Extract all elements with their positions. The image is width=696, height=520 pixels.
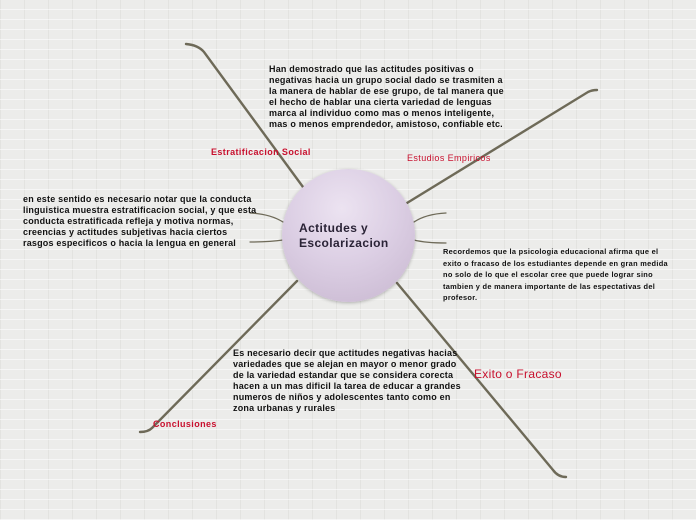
- central-topic-title: Actitudes y Escolarizacion: [299, 221, 389, 250]
- note-link-right-lower: [414, 240, 446, 243]
- branch-label-estudios-empiricos[interactable]: Estudios Empiricos: [407, 153, 491, 163]
- branch-label-conclusiones[interactable]: Conclusiones: [153, 419, 217, 429]
- note-right-expectativas: Recordemos que la psicologia educacional afirma que el exito o fracaso de los estudiantes depende en gran medida no solo de lo que el escolar cree que puede lograr sino tambien y de manera importante de las espectativas del profesor.: [443, 247, 668, 302]
- note-bottom-conclusiones: Es necesario decir que actitudes negativas hacias variedades que se alejan en mayor o menor grado de la variedad estandar que se considera corecta hacen a un mas dificil la tarea de educar a grandes numeros de niños y adolescentes tanto como en zona urbanas y rurales: [233, 348, 461, 413]
- central-topic-node[interactable]: [282, 169, 415, 302]
- note-left-estratificacion: en este sentido es necesario notar que la conducta linguistica muestra estratificacion social, y que esta conducta estratificada refleja y motiva normas, creencias y actitudes subjetivas hacia ciertos rasgos especificos o hacia la lengua en general: [23, 194, 257, 248]
- note-top-actitudes: Han demostrado que las actitudes positivas o negativas hacia un grupo social dado se trasmiten a la manera de hablar de ese grupo, de tal manera que el hecho de hablar una cierta variedad de lenguas marca al individuo como mas o menos inteligente, mas o menos emprendedor, amistoso, confiable etc.: [269, 64, 504, 129]
- note-link-right-upper: [414, 213, 446, 222]
- branch-label-estratificacion-social[interactable]: Estratificacion Social: [211, 147, 311, 157]
- branch-label-exito-o-fracaso[interactable]: Exito o Fracaso: [474, 367, 562, 381]
